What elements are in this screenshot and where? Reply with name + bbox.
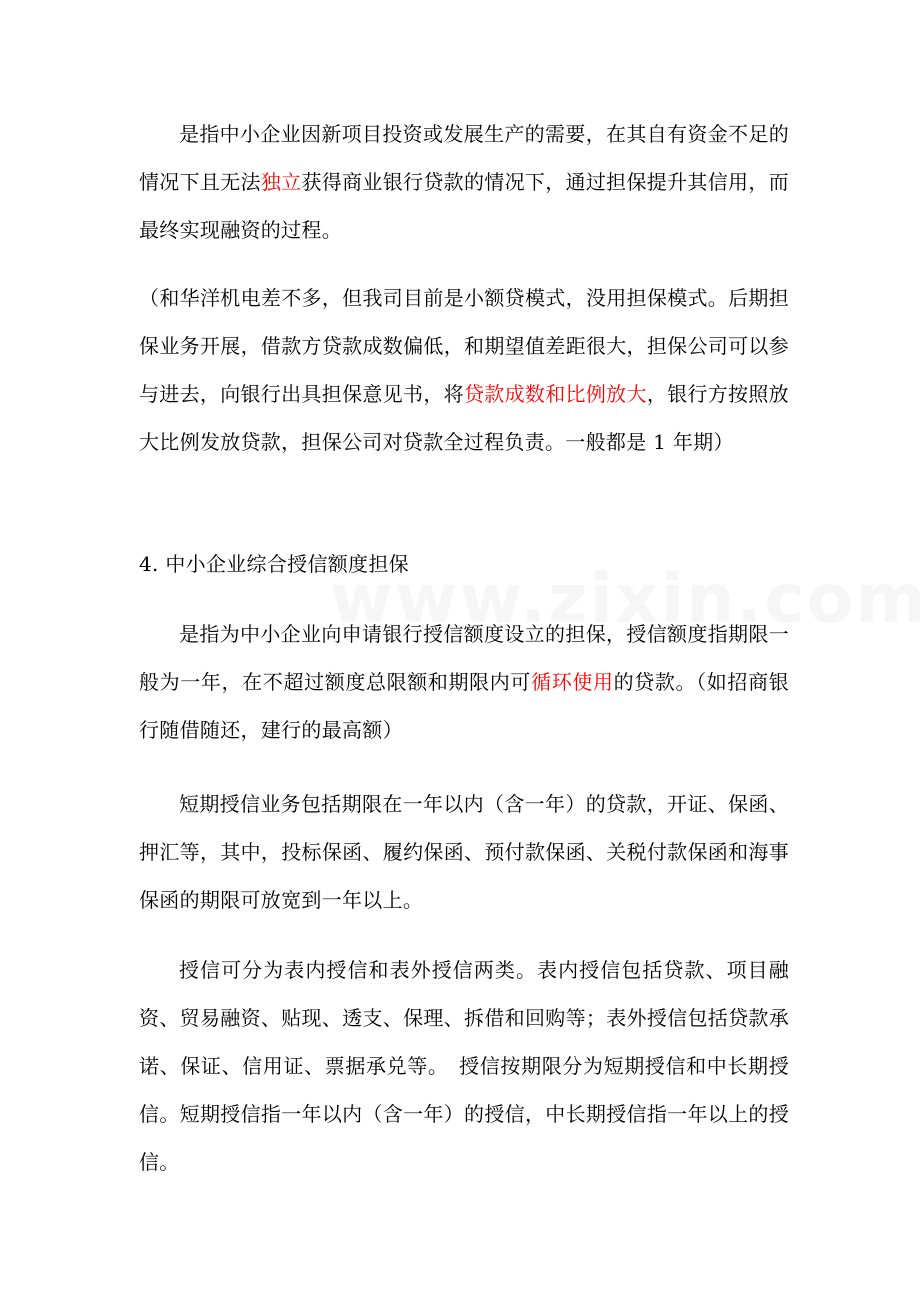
paragraph-short-term-credit: 短期授信业务包括期限在一年以内（含一年）的贷款，开证、保函、押汇等，其中，投标保函、履约保函、预付款保函、关税付款保函和海事保函的期限可放宽到一年以上。 xyxy=(139,792,789,912)
highlight-loan-ratio: 贷款成数和比例放大 xyxy=(464,382,647,406)
paragraph-credit-line-definition: 是指为中小企业向申请银行授信额度设立的担保，授信额度指期限一般为一年，在不超过额度总限额和期限内可循环使用的贷款。（如招商银行随借随还，建行的最高额） xyxy=(139,622,790,742)
section-heading-4: 4. 中小企业综合授信额度担保 xyxy=(139,552,409,576)
highlight-revolving: 循环使用 xyxy=(531,670,614,694)
paragraph-financing-definition: 是指中小企业因新项目投资或发展生产的需要，在其自有资金不足的情况下且无法独立获得商业银行贷款的情况下，通过担保提升其信用，而最终实现融资的过程。 xyxy=(139,122,789,242)
highlight-independent: 独立 xyxy=(260,170,302,194)
paragraph-credit-types: 授信可分为表内授信和表外授信两类。表内授信包括贷款、项目融资、贸易融资、贴现、透支、保理、拆借和回购等；表外授信包括贷款承诺、保证、信用证、票据承兑等。 授信按期限分为短期授信和中长期授信。短期授信指一年以内（含一年）的授信，中长期授信指一年以上的授信。 xyxy=(139,958,789,1174)
paragraph-company-note: （和华洋机电差不多，但我司目前是小额贷模式，没用担保模式。后期担保业务开展，借款方贷款成数偏低，和期望值差距很大，担保公司可以参与进去，向银行出具担保意见书，将贷款成数和比例放大，银行方按照放大比例发放贷款，担保公司对贷款全过程负责。一般都是 1 年期） xyxy=(139,286,789,454)
